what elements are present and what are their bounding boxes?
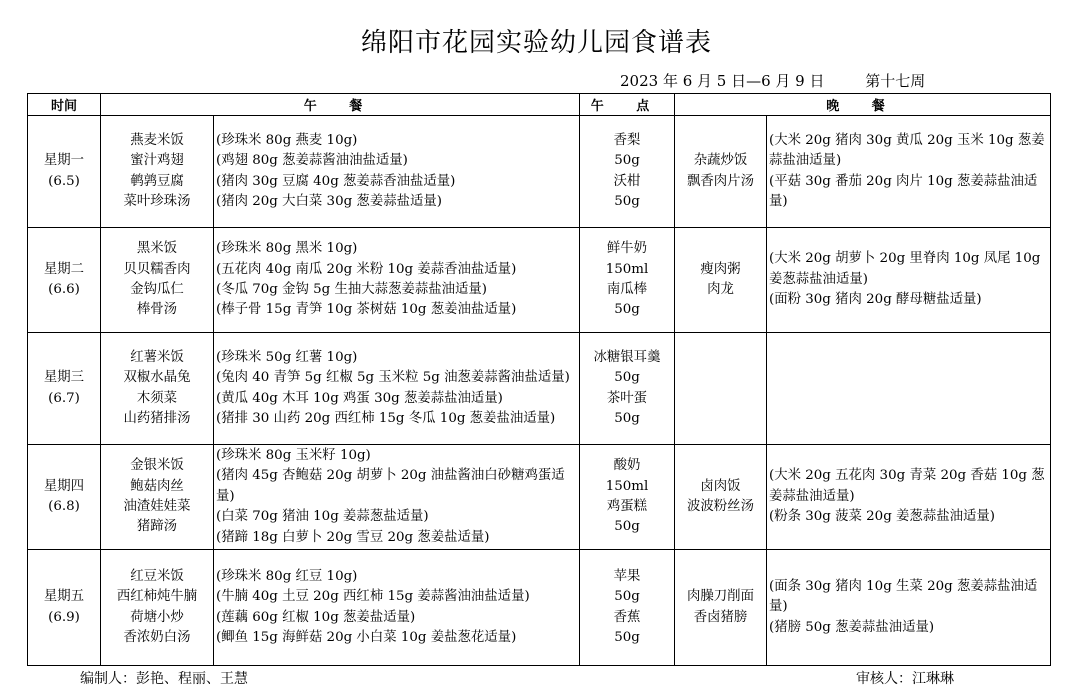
snack-items-line: 50g: [614, 153, 640, 169]
day-cell: [28, 333, 101, 445]
snack-items-line: 50g: [614, 410, 640, 426]
lunch-dishes: [101, 116, 214, 228]
snack-items-line: 鲜牛奶: [606, 241, 648, 257]
lunch-ingredients-line: (猪肉 30g 豆腐 40g 葱姜蒜香油盐适量): [216, 173, 456, 189]
week-number: 第十七周: [865, 72, 926, 90]
dinner-dishes: [675, 228, 767, 333]
day-name: 星期二: [43, 261, 85, 277]
lunch-ingredients-line: (牛腩 40g 土豆 20g 西红柿 15g 姜蒜酱油油盐适量): [216, 589, 530, 605]
lunch-dishes-line: 油渣娃娃菜: [123, 499, 191, 514]
snack-items-line: 50g: [614, 589, 640, 605]
snack-items-line: 南瓜棒: [606, 282, 648, 297]
dinner-dishes-line: 杂蔬炒饭: [693, 153, 748, 169]
lunch-dishes-line: 菜叶珍珠汤: [123, 193, 191, 209]
snack-items-line: 50g: [614, 193, 640, 209]
day-cell: [28, 116, 101, 228]
snack-items: [580, 445, 675, 550]
dinner-dishes: [675, 550, 767, 666]
snack-items-line: 鸡蛋糕: [606, 499, 648, 514]
header-row: [28, 94, 1051, 116]
dinner-ingredients: [767, 333, 1051, 445]
snack-items-line: 150ml: [605, 478, 649, 494]
dinner-dishes-line: 瘦肉粥: [700, 261, 741, 277]
day-name: 星期三: [43, 370, 85, 386]
dinner-ingredients-line: (面粉 30g 猪肉 20g 酵母糖盐适量): [769, 292, 982, 308]
lunch-ingredients: [214, 333, 580, 445]
lunch-dishes-line: 棒骨汤: [136, 302, 178, 318]
dinner-ingredients-line: (大米 20g 胡萝卜 20g 里脊肉 10g 凤尾 10g 姜葱蒜盐油适量): [769, 251, 1041, 287]
day-name: 星期四: [43, 478, 85, 494]
snack-items-line: 沃柑: [613, 173, 641, 189]
snack-items-line: 苹果: [613, 568, 641, 584]
lunch-ingredients-line: (白菜 70g 猪油 10g 姜蒜葱盐适量): [216, 509, 429, 525]
day-name: 星期一: [43, 153, 85, 169]
lunch-dishes: [101, 333, 214, 445]
day-date: (6.5): [48, 173, 80, 189]
prepared-by: 编制人：彭艳、程丽、王慧: [80, 671, 248, 687]
day-row: [28, 550, 1051, 666]
lunch-dishes-line: 金银米饭: [130, 458, 184, 474]
lunch-ingredients-line: (鸡翅 80g 葱姜蒜酱油油盐适量): [216, 153, 408, 169]
lunch-ingredients-line: (黄瓜 40g 木耳 10g 鸡蛋 30g 葱姜蒜盐油适量): [216, 390, 503, 406]
day-date: (6.7): [48, 390, 80, 406]
dinner-dishes-line: 波波粉丝汤: [687, 499, 754, 514]
header-dinner: 晚 餐: [675, 94, 1051, 116]
lunch-dishes-line: 红豆米饭: [130, 568, 184, 584]
reviewed-by: 审核人：江琳琳: [856, 671, 954, 687]
lunch-dishes-line: 木须菜: [136, 390, 178, 406]
dinner-dishes-line: 飘香肉片汤: [687, 173, 754, 189]
lunch-ingredients-line: (莲藕 60g 红椒 10g 葱姜盐适量): [216, 609, 416, 625]
lunch-ingredients-line: (猪排 30 山药 20g 西红柿 15g 冬瓜 10g 葱姜盐油适量): [216, 410, 556, 426]
snack-items-line: 香蕉: [613, 609, 641, 625]
day-date: (6.6): [48, 282, 80, 297]
menu-table: [27, 93, 1051, 666]
lunch-dishes-line: 贝贝糯香肉: [123, 261, 191, 277]
lunch-ingredients-line: (珍珠米 80g 黑米 10g): [216, 241, 358, 257]
lunch-ingredients: [214, 550, 580, 666]
day-cell: [28, 550, 101, 666]
date-line: [620, 70, 925, 91]
lunch-ingredients: [214, 116, 580, 228]
header-time: 时间: [28, 94, 101, 116]
lunch-ingredients-line: (珍珠米 80g 燕麦 10g): [216, 132, 358, 148]
snack-items: [580, 228, 675, 333]
lunch-dishes-line: 山药猪排汤: [123, 410, 191, 426]
day-name: 星期五: [43, 589, 85, 605]
lunch-ingredients-line: (棒子骨 15g 青笋 10g 茶树菇 10g 葱姜油盐适量): [216, 302, 517, 318]
dinner-dishes-line: 肉龙: [707, 282, 734, 297]
dinner-dishes: [675, 333, 767, 445]
dinner-ingredients: [767, 228, 1051, 333]
dinner-dishes-line: 香卤猪膀: [693, 609, 748, 625]
day-cell: [28, 445, 101, 550]
dinner-dishes: [675, 445, 767, 550]
lunch-dishes-line: 猪蹄汤: [136, 519, 178, 535]
lunch-dishes-line: 黑米饭: [136, 241, 178, 257]
lunch-dishes-line: 荷塘小炒: [130, 609, 184, 625]
dinner-dishes-line: 卤肉饭: [700, 478, 741, 494]
lunch-dishes-line: 蜜汁鸡翅: [130, 153, 184, 169]
day-cell: [28, 228, 101, 333]
snack-items-line: 150ml: [605, 261, 649, 277]
snack-items: [580, 550, 675, 666]
lunch-ingredients-line: (珍珠米 50g 红薯 10g): [216, 349, 358, 365]
header-lunch: 午 餐: [101, 94, 580, 116]
dinner-ingredients-line: (大米 20g 五花肉 30g 青菜 20g 香菇 10g 葱姜蒜盐油适量): [769, 468, 1045, 504]
lunch-dishes-line: 鲍菇肉丝: [130, 478, 184, 494]
dinner-ingredients: [767, 445, 1051, 550]
lunch-ingredients-line: (猪肉 20g 大白菜 30g 葱姜蒜盐适量): [216, 193, 442, 209]
lunch-ingredients-line: (兔肉 40 青笋 5g 红椒 5g 玉米粒 5g 油葱姜蒜酱油盐适量): [216, 370, 570, 386]
snack-items-line: 茶叶蛋: [606, 390, 648, 406]
date-range: 2023 年 6 月 5 日—6 月 9 日: [620, 72, 825, 90]
lunch-ingredients-line: (鲫鱼 15g 海鲜菇 20g 小白菜 10g 姜盐葱花适量): [216, 629, 517, 645]
snack-items-line: 香梨: [613, 132, 641, 148]
lunch-ingredients: [214, 445, 580, 550]
dinner-ingredients-line: (面条 30g 猪肉 10g 生菜 20g 葱姜蒜盐油适量): [769, 578, 1038, 615]
snack-items: [580, 333, 675, 445]
lunch-ingredients: [214, 228, 580, 333]
lunch-dishes-line: 香浓奶白汤: [123, 629, 191, 645]
lunch-dishes-line: 金钩瓜仁: [130, 282, 184, 297]
lunch-dishes: [101, 228, 214, 333]
day-date: (6.9): [48, 609, 80, 625]
header-snack: 午 点: [580, 94, 675, 116]
lunch-dishes-line: 燕麦米饭: [130, 132, 184, 148]
dinner-dishes-line: 肉臊刀削面: [687, 589, 754, 605]
day-row: [28, 333, 1051, 445]
day-row: [28, 116, 1051, 228]
day-row: [28, 228, 1051, 333]
day-date: (6.8): [48, 499, 80, 514]
snack-items-line: 50g: [614, 370, 640, 386]
dinner-ingredients-line: (平菇 30g 番茄 20g 肉片 10g 葱姜蒜盐油适量): [769, 173, 1038, 209]
snack-items-line: 冰糖银耳羹: [593, 349, 661, 365]
lunch-ingredients-line: (珍珠米 80g 红豆 10g): [216, 568, 358, 584]
lunch-dishes-line: 鹌鹑豆腐: [130, 173, 184, 189]
snack-items: [580, 116, 675, 228]
dinner-ingredients: [767, 116, 1051, 228]
dinner-ingredients-line: (粉条 30g 菠菜 20g 姜葱蒜盐油适量): [769, 509, 995, 525]
lunch-dishes-line: 红薯米饭: [130, 349, 184, 365]
lunch-dishes: [101, 550, 214, 666]
lunch-ingredients-line: (珍珠米 80g 玉米籽 10g): [216, 447, 371, 463]
snack-items-line: 50g: [614, 629, 640, 645]
lunch-ingredients-line: (五花肉 40g 南瓜 20g 米粉 10g 姜蒜香油盐适量): [216, 261, 517, 277]
lunch-ingredients-line: (猪蹄 18g 白萝卜 20g 雪豆 20g 葱姜盐适量): [216, 529, 490, 545]
lunch-ingredients-line: (猪肉 45g 杏鲍菇 20g 胡萝卜 20g 油盐酱油白砂糖鸡蛋适量): [216, 468, 565, 504]
dinner-dishes: [675, 116, 767, 228]
lunch-dishes-line: 西红柿炖牛腩: [116, 589, 198, 605]
snack-items-line: 酸奶: [613, 458, 641, 474]
dinner-ingredients-line: (大米 20g 猪肉 30g 黄瓜 20g 玉米 10g 葱姜蒜盐油适量): [769, 132, 1045, 169]
snack-items-line: 50g: [614, 302, 640, 318]
snack-items-line: 50g: [614, 519, 640, 535]
lunch-ingredients-line: (冬瓜 70g 金钩 5g 生抽大蒜葱姜蒜盐油适量): [216, 282, 488, 297]
lunch-dishes: [101, 445, 214, 550]
lunch-dishes-line: 双椒水晶兔: [123, 370, 191, 386]
dinner-ingredients: [767, 550, 1051, 666]
day-row: [28, 445, 1051, 550]
page-title: 绵阳市花园实验幼儿园食谱表: [360, 28, 712, 58]
dinner-ingredients-line: (猪膀 50g 葱姜蒜盐油适量): [769, 619, 935, 635]
